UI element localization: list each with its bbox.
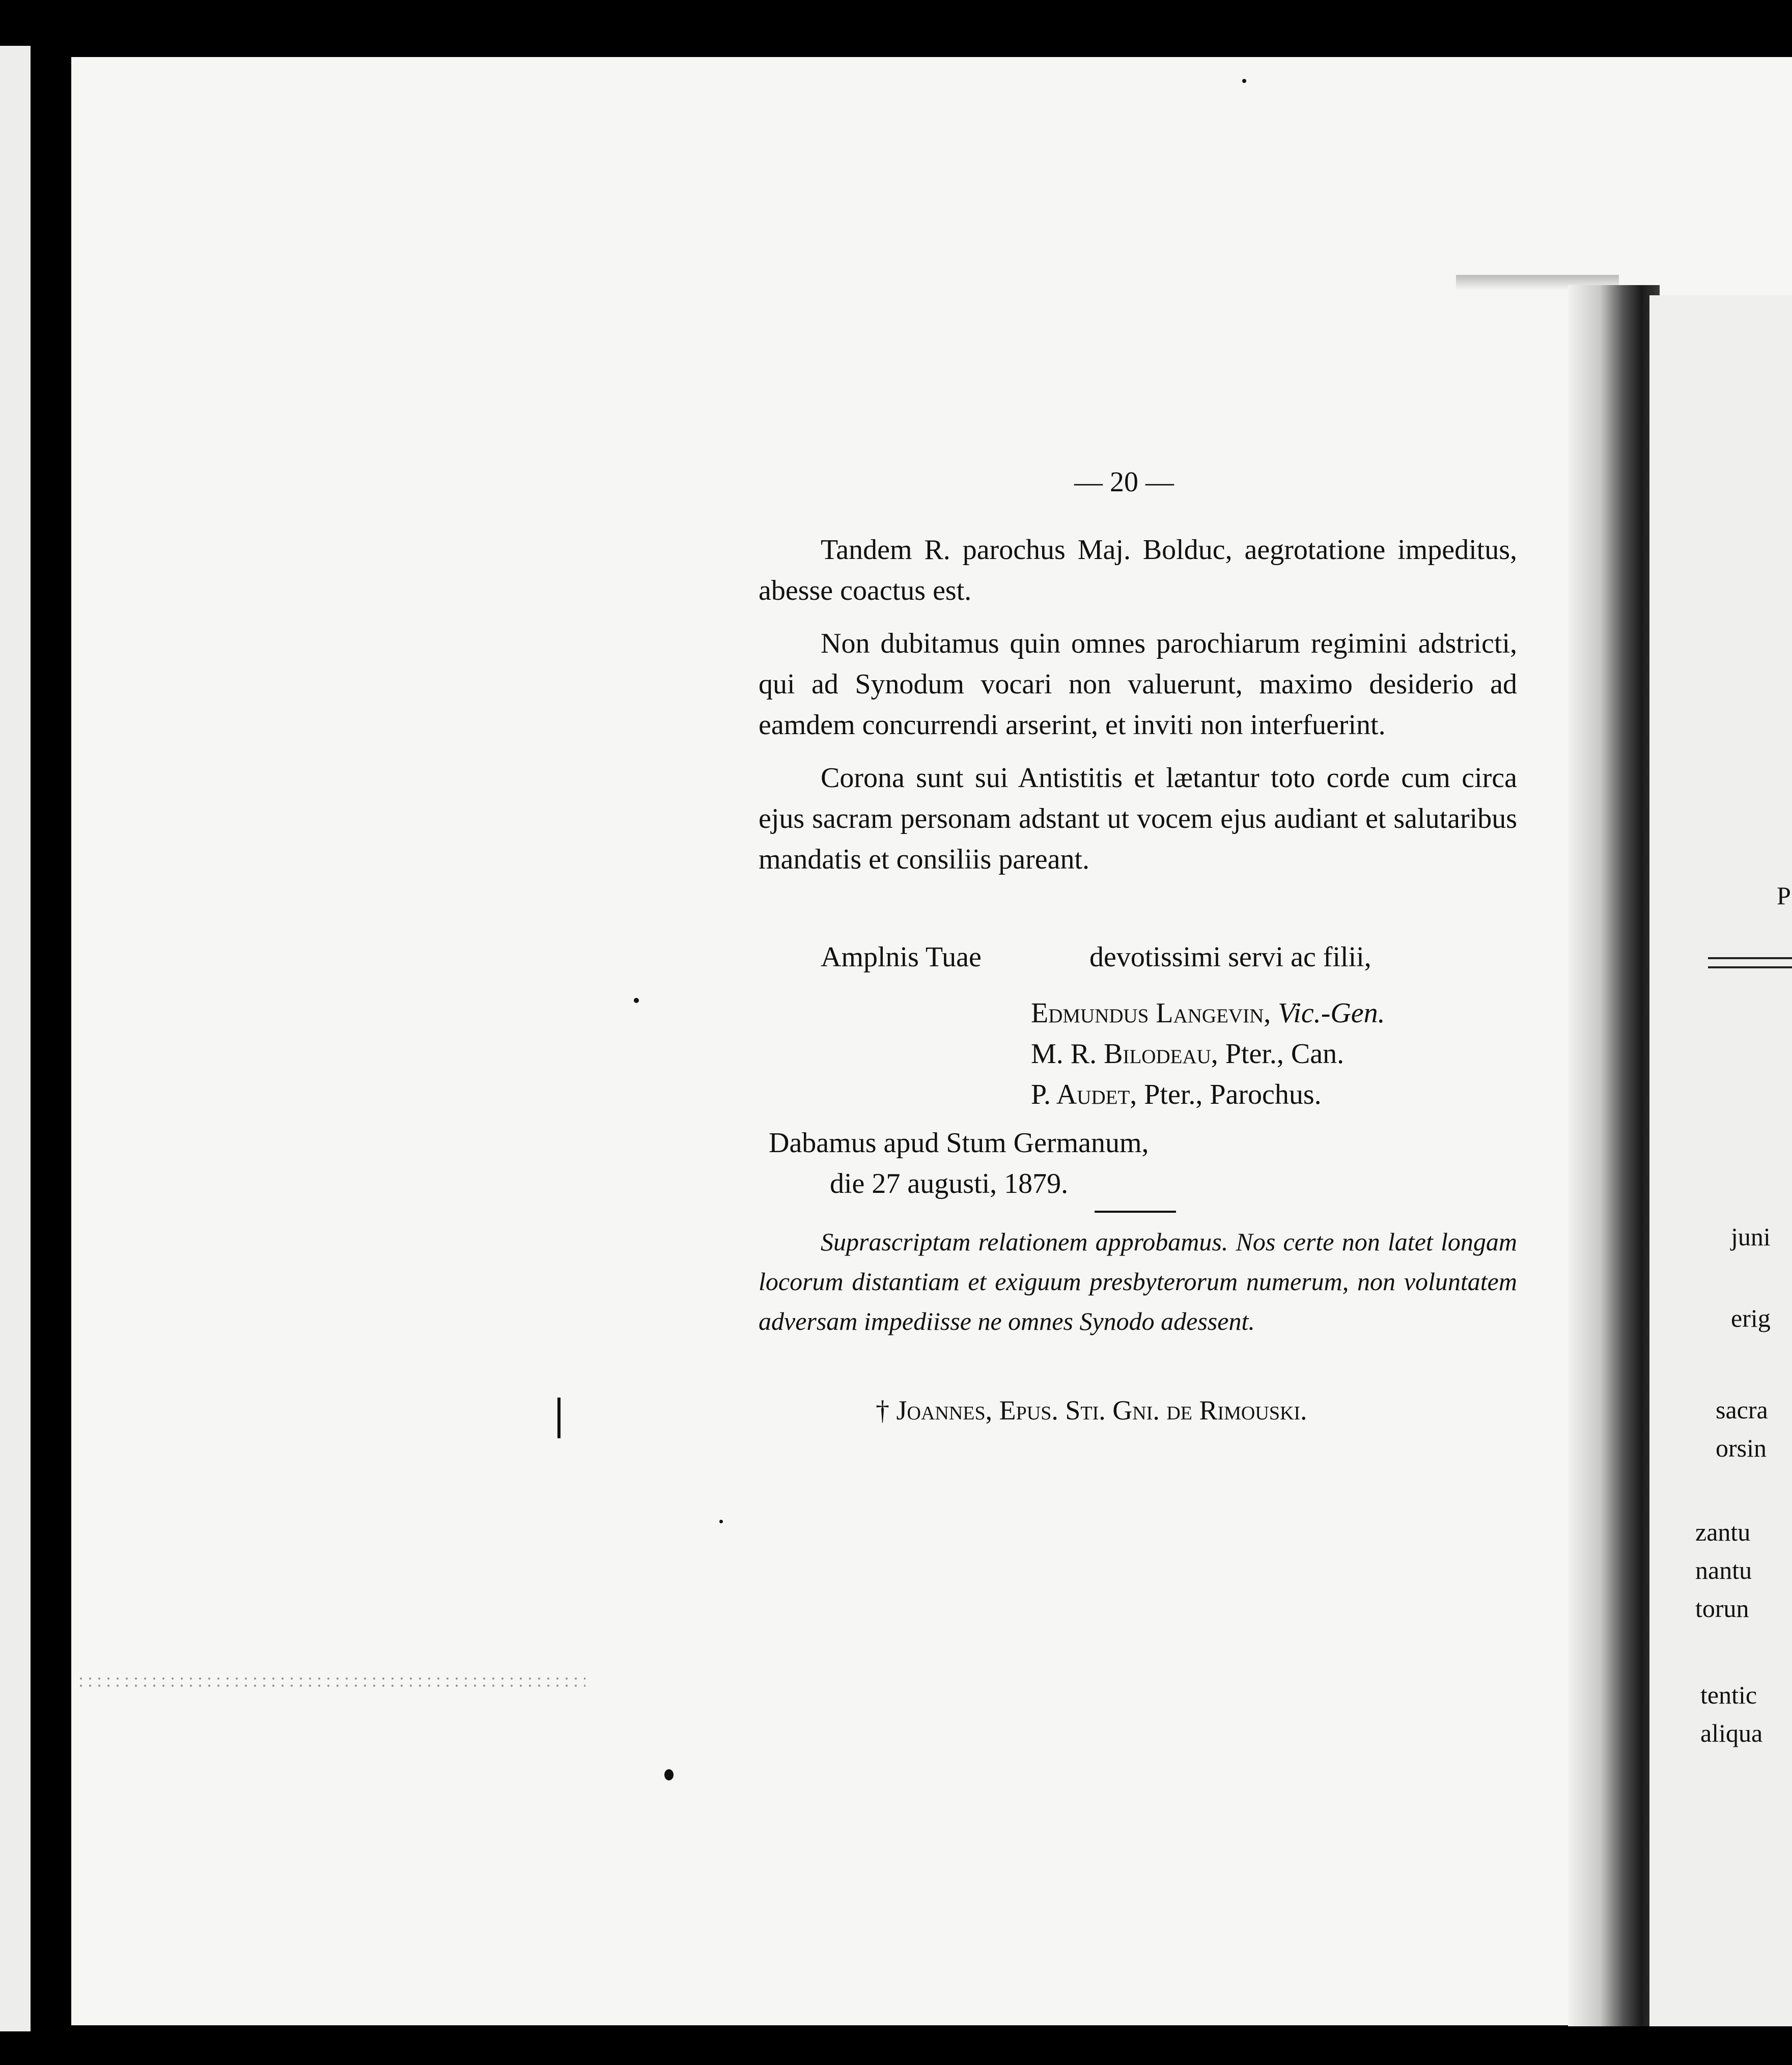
facing-fragment: torun xyxy=(1695,1594,1749,1623)
dust-specks xyxy=(76,1675,585,1690)
page-paper xyxy=(71,57,1792,2025)
facing-fragment: erig xyxy=(1731,1304,1771,1332)
signatory-name: M. R. Bilodeau, xyxy=(1031,1038,1218,1070)
scan-speck xyxy=(1242,79,1246,83)
facing-fragment: juni xyxy=(1731,1222,1771,1251)
facing-fragment: P xyxy=(1777,881,1791,910)
closing-address: Amplnis Tuae xyxy=(821,941,982,973)
scan-mark xyxy=(557,1398,561,1438)
date-place-line: Dabamus apud Stum Germanum, xyxy=(769,1127,1149,1159)
paragraph: Tandem R. parochus Maj. Bolduc, aegrotatione impeditus, abesse coactus est. xyxy=(759,534,1517,606)
facing-fragment: orsin xyxy=(1716,1434,1767,1462)
scan-speck xyxy=(634,998,639,1003)
signatory xyxy=(1031,1034,1344,1074)
signatory-title: Pter., Can. xyxy=(1225,1038,1345,1070)
book-gutter-shadow xyxy=(1568,285,1660,2026)
closing-phrase: devotissimi servi ac filii, xyxy=(1089,941,1371,973)
facing-page xyxy=(1649,295,1792,2026)
facing-fragment: tentic xyxy=(1700,1681,1757,1709)
previous-page-edge xyxy=(0,46,31,2031)
facing-fragment: nantu xyxy=(1695,1556,1752,1584)
signatory-title: Pter., Parochus. xyxy=(1144,1079,1322,1110)
approval-text: Suprascriptam relationem approbamus. Nos certe non latet longam locorum distantiam et exiguum presbyterorum numerum, non voluntatem adversam impediisse ne omnes Synodo adessent. xyxy=(759,1227,1517,1335)
page-number: — 20 — xyxy=(1074,466,1174,498)
separator-rule xyxy=(1095,1211,1176,1213)
date-line: die 27 augusti, 1879. xyxy=(830,1168,1069,1199)
signatory xyxy=(1031,993,1385,1034)
signatory-name: P. Audet, xyxy=(1031,1079,1137,1110)
scan-speck xyxy=(719,1520,723,1523)
signatory xyxy=(1031,1074,1322,1115)
facing-double-rule xyxy=(1708,957,1792,968)
body-text xyxy=(759,529,1517,880)
paragraph: Corona sunt sui Antistitis et lætantur toto corde cum circa ejus sacram personam adstant ut vocem ejus audiant et salutaribus mandatis et consiliis pareant. xyxy=(759,762,1517,875)
signatory-title: Vic.-Gen. xyxy=(1278,997,1385,1029)
bishop-name: † Joannes, Epus. Sti. Gni. de Rimouski. xyxy=(876,1395,1307,1426)
facing-fragment: sacra xyxy=(1716,1396,1768,1424)
facing-fragment: zantu xyxy=(1695,1518,1751,1546)
signatory-name: Edmundus Langevin, xyxy=(1031,997,1271,1029)
bishop-signature xyxy=(876,1390,1307,1431)
scan-speck xyxy=(664,1769,674,1780)
facing-fragment: aliqua xyxy=(1700,1719,1763,1747)
paragraph: Non dubitamus quin omnes parochiarum regimini adstricti, qui ad Synodum vocari non valuerunt, maximo desiderio ad eamdem concurrendi arserint, et inviti non interfuerint. xyxy=(759,628,1517,741)
